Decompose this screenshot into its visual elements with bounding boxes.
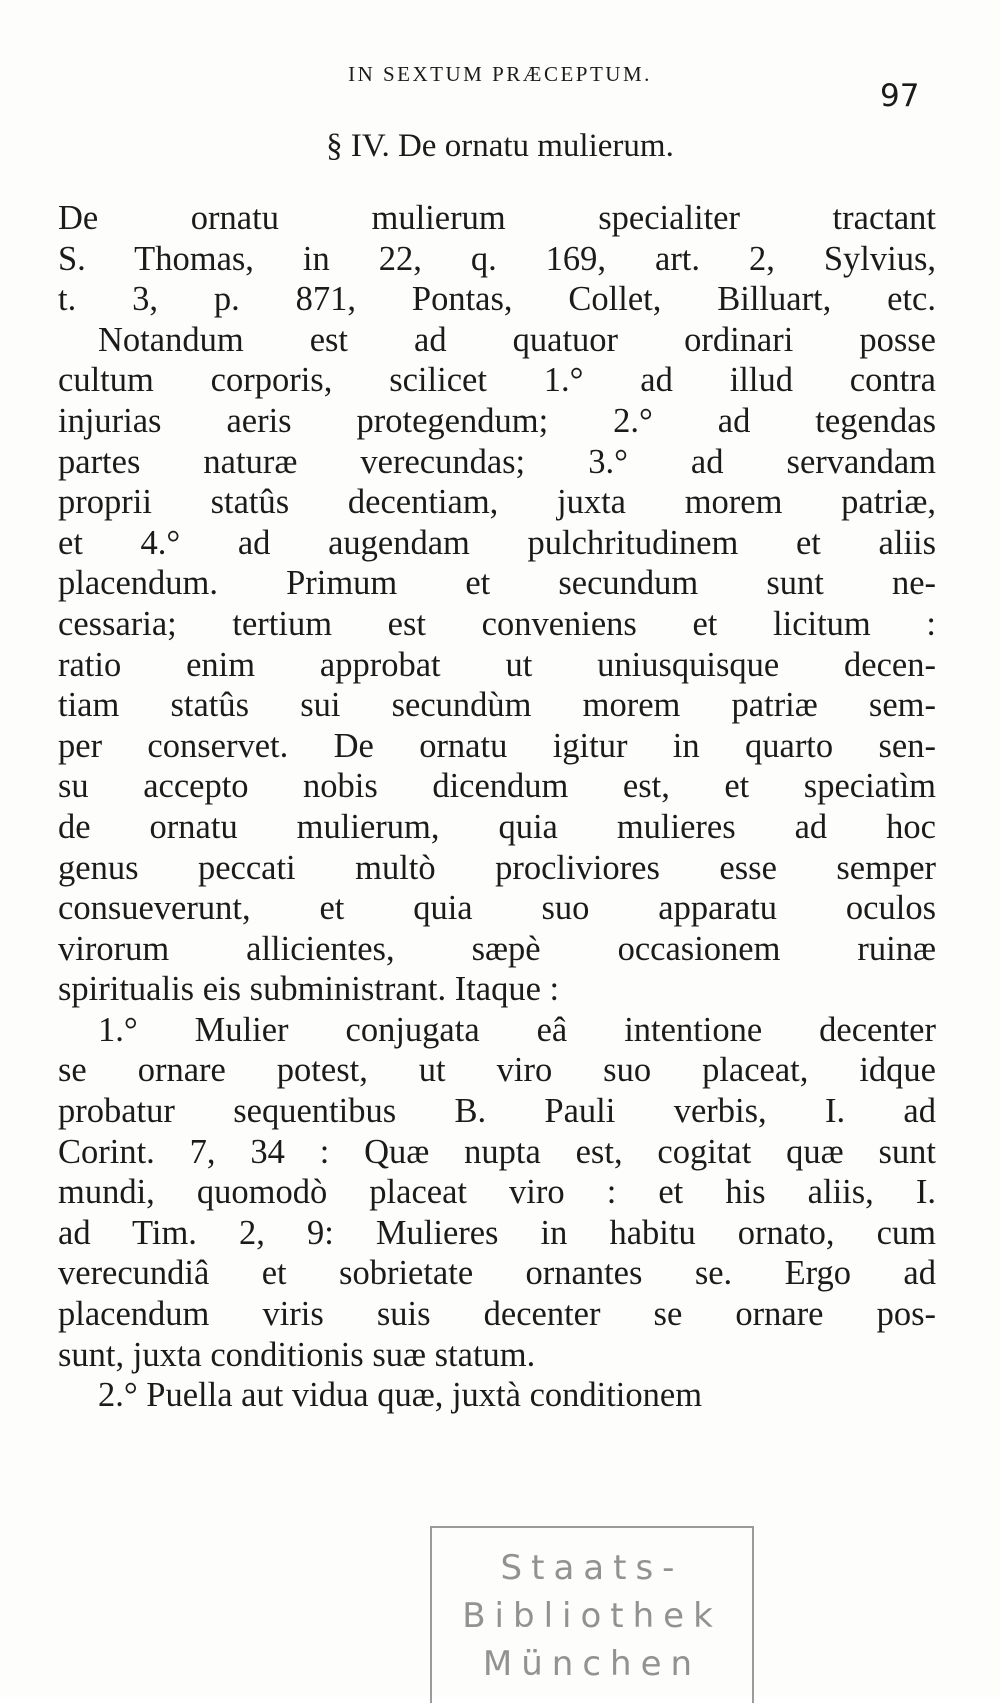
text-line: de ornatu mulierum, quia mulieres ad hoc	[58, 807, 936, 846]
running-head: IN SEXTUM PRÆCEPTUM.	[348, 62, 652, 86]
text-line: De ornatu mulierum specialiter tractant	[58, 199, 936, 237]
text-line: ad Tim. 2, 9: Mulieres in habitu ornato, cum	[58, 1213, 936, 1252]
text-line: S. Thomas, in 22, q. 169, art. 2, Sylvius,	[58, 239, 936, 278]
text-line: t. 3, p. 871, Pontas, Collet, Billuart, etc.	[58, 280, 936, 319]
text-line: per conservet. De ornatu igitur in quarto sen-	[58, 726, 936, 765]
stamp-line: München	[482, 1644, 702, 1684]
text-line: mundi, quomodò placeat viro : et his aliis, I.	[58, 1173, 936, 1212]
text-line: et 4.° ad augendam pulchritudinem et aliis	[58, 523, 936, 562]
text-line: 2.° Puella aut vidua quæ, juxtà conditionem	[98, 1376, 703, 1415]
text-line: verecundiâ et sobrietate ornantes se. Ergo ad	[58, 1254, 936, 1293]
text-line: spiritualis eis subministrant. Itaque :	[58, 970, 560, 1009]
stamp-line: Staats-	[500, 1548, 684, 1588]
section-heading: § IV. De ornatu mulierum.	[326, 128, 674, 164]
text-line: tiam statûs sui secundùm morem patriæ sem-	[58, 686, 936, 725]
text-line: se ornare potest, ut viro suo placeat, idque	[58, 1051, 936, 1090]
text-line: virorum allicientes, sæpè occasionem ruinæ	[58, 929, 936, 968]
text-line: ratio enim approbat ut uniusquisque decen-	[58, 645, 936, 684]
text-line: consueverunt, et quia suo apparatu oculos	[58, 889, 936, 928]
text-line: sunt, juxta conditionis suæ statum.	[58, 1335, 536, 1374]
library-stamp	[430, 1526, 754, 1703]
text-line: proprii statûs decentiam, juxta morem patriæ,	[58, 483, 936, 522]
text-line: cessaria; tertium est conveniens et licitum :	[58, 604, 936, 643]
page-number: 97	[880, 78, 920, 114]
text-line: 1.° Mulier conjugata eâ intentione decenter	[98, 1010, 936, 1049]
text-line: partes naturæ verecundas; 3.° ad servandam	[58, 442, 936, 481]
text-line: placendum. Primum et secundum sunt ne-	[58, 564, 936, 603]
body-text	[58, 198, 936, 1416]
text-line: injurias aeris protegendum; 2.° ad tegendas	[58, 401, 936, 440]
text-line: su accepto nobis dicendum est, et speciatìm	[58, 767, 936, 806]
text-line: placendum viris suis decenter se ornare pos-	[58, 1295, 936, 1334]
text-line: Notandum est ad quatuor ordinari posse	[98, 320, 936, 359]
text-line: cultum corporis, scilicet 1.° ad illud contra	[58, 361, 936, 400]
text-line: Corint. 7, 34 : Quæ nupta est, cogitat quæ sunt	[58, 1132, 936, 1171]
text-line: genus peccati multò procliviores esse semper	[58, 848, 936, 887]
stamp-line: Bibliothek	[462, 1596, 722, 1636]
text-line: probatur sequentibus B. Pauli verbis, I. ad	[58, 1092, 936, 1131]
